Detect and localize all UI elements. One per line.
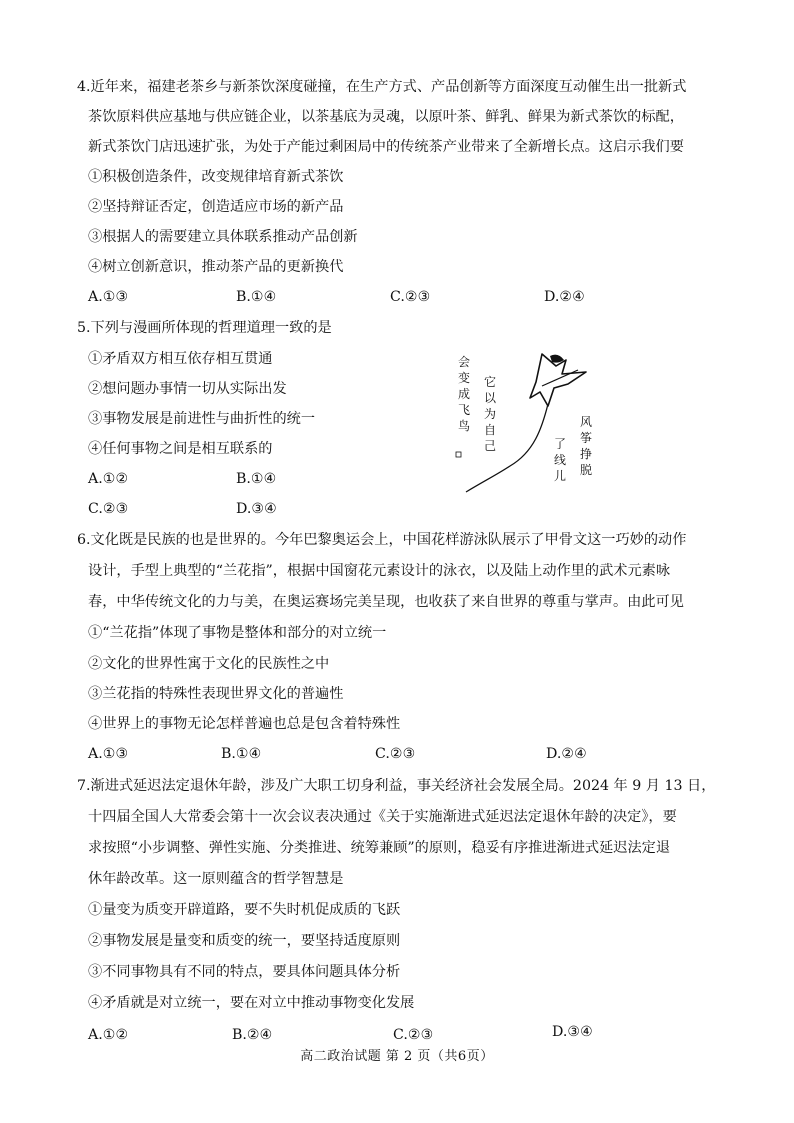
cartoon-caption-col2-char4: 自 (484, 423, 497, 437)
q7-statement-4: ④矛盾就是对立统一，要在对立中推动事物变化发展 (88, 995, 415, 1011)
q5-statement-1: ①矛盾双方相互依存相互贯通 (88, 351, 273, 367)
q6-stem-line-1: 6.文化既是民族的也是世界的。今年巴黎奥运会上，中国花样游泳队展示了甲骨文这一巧妙的动作 (77, 532, 687, 548)
q6-stem-line-3: 春，中华传统文化的力与美，在奥运赛场完美呈现，也收获了来自世界的尊重与掌声。由此可见 (88, 594, 684, 610)
cartoon-signature-mark-icon (456, 452, 461, 457)
cartoon-caption-col1-char5: 鸟 (458, 419, 471, 433)
q6-statement-4: ④世界上的事物无论怎样普遍也总是包含着特殊性 (88, 716, 401, 732)
cartoon-caption-col3-char4: 脱 (580, 463, 593, 477)
q7-option-d[interactable]: D.③④ (552, 1024, 593, 1040)
cartoon-caption-col3-char3: 挣 (580, 447, 593, 461)
q5-option-a[interactable]: A.①② (88, 471, 129, 487)
q7-option-a[interactable]: A.①② (88, 1027, 129, 1043)
q5-stem: 5.下列与漫画所体现的哲理道理一致的是 (77, 320, 332, 336)
kite-bird-head-icon (550, 355, 564, 363)
q6-option-a[interactable]: A.①③ (88, 746, 129, 762)
q7-statement-2: ②事物发展是量变和质变的统一，要坚持适度原则 (88, 933, 401, 949)
cartoon-caption-col1-char2: 变 (458, 371, 471, 385)
q4-statement-3: ③根据人的需要建立具体联系推动产品创新 (88, 229, 358, 245)
q7-statement-3: ③不同事物具有不同的特点，要具体问题具体分析 (88, 964, 401, 980)
q6-statement-3: ③兰花指的特殊性表现世界文化的普遍性 (88, 686, 344, 702)
cartoon-caption-col1-char4: 飞 (458, 403, 471, 417)
q7-option-c[interactable]: C.②③ (393, 1027, 434, 1043)
q4-option-b[interactable]: B.①④ (236, 289, 277, 305)
cartoon-caption-col1-char3: 成 (458, 387, 471, 401)
kite-string-icon (466, 404, 548, 492)
kite-spar-icon (542, 370, 578, 386)
q5-option-c[interactable]: C.②③ (88, 501, 129, 517)
q7-statement-1: ①量变为质变开辟道路，要不失时机促成质的飞跃 (88, 902, 401, 918)
q4-statement-4: ④树立创新意识，推动茶产品的更新换代 (88, 259, 344, 275)
q4-stem-line-3: 新式茶饮门店迅速扩张，为处于产能过剩困局中的传统茶产业带来了全新增长点。这启示我们要 (88, 139, 684, 155)
page-footer: 高二政治试题 第 2 页（共6页） (300, 1049, 494, 1064)
q6-statement-1: ①“兰花指”体现了事物是整体和部分的对立统一 (88, 625, 387, 641)
q4-stem-line-2: 茶饮原料供应基地与供应链企业，以茶基底为灵魂，以原叶茶、鲜乳、鲜果为新式茶饮的标配， (88, 109, 684, 125)
q5-option-b[interactable]: B.①④ (236, 471, 277, 487)
cartoon-caption-col3-char1: 风 (580, 415, 593, 429)
cartoon-caption-col4-char3: 儿 (554, 469, 567, 483)
q6-statement-2: ②文化的世界性寓于文化的民族性之中 (88, 656, 330, 672)
q4-option-c[interactable]: C.②③ (390, 289, 431, 305)
q6-option-b[interactable]: B.①④ (221, 746, 262, 762)
q6-option-d[interactable]: D.②④ (546, 746, 587, 762)
q7-stem-line-2: 十四届全国人大常委会第十一次会议表决通过《关于实施渐进式延迟法定退休年龄的决定》，要 (88, 809, 677, 825)
q5-option-d[interactable]: D.③④ (236, 501, 277, 517)
cartoon-caption-col2-char1: 它 (484, 375, 497, 389)
q7-stem-line-3: 求按照“小步调整、弹性实施、分类推进、统筹兼顾”的原则，稳妥有序推进渐进式延迟法定退 (88, 840, 671, 856)
q5-statement-3: ③事物发展是前进性与曲折性的统一 (88, 411, 316, 427)
q6-stem-line-2: 设计，手型上典型的“兰花指”，根据中国窗花元素设计的泳衣，以及陆上动作里的武术元素咏 (88, 563, 671, 579)
q4-statement-1: ①积极创造条件，改变规律培育新式茶饮 (88, 169, 344, 185)
cartoon-caption-col2-char2: 以 (484, 391, 497, 405)
q7-stem-line-4: 休年龄改革。这一原则蕴含的哲学智慧是 (88, 871, 344, 887)
q5-statement-2: ②想问题办事情一切从实际出发 (88, 381, 287, 397)
q5-statement-4: ④任何事物之间是相互联系的 (88, 441, 273, 457)
q7-stem-line-1: 7.渐进式延迟法定退休年龄，涉及广大职工切身利益，事关经济社会发展全局。2024 年 9 月 13 日， (77, 778, 716, 794)
cartoon-caption-col1-char1: 会 (458, 355, 471, 369)
cartoon-caption-col4-char2: 线 (554, 453, 567, 467)
cartoon-caption-col4-char1: 了 (554, 437, 567, 451)
q4-option-d[interactable]: D.②④ (544, 289, 585, 305)
q4-statement-2: ②坚持辩证否定，创造适应市场的新产品 (88, 199, 344, 215)
q7-option-b[interactable]: B.②④ (232, 1027, 273, 1043)
cartoon-caption-col2-char3: 为 (484, 407, 497, 421)
cartoon-caption-col3-char2: 筝 (580, 431, 593, 445)
q6-option-c[interactable]: C.②③ (375, 746, 416, 762)
q4-option-a[interactable]: A.①③ (88, 289, 129, 305)
q4-stem-line-1: 4.近年来，福建老茶乡与新茶饮深度碰撞，在生产方式、产品创新等方面深度互动催生出一批新式 (77, 79, 687, 95)
kite-cartoon (438, 348, 610, 496)
cartoon-caption-col2-char5: 己 (484, 439, 497, 453)
